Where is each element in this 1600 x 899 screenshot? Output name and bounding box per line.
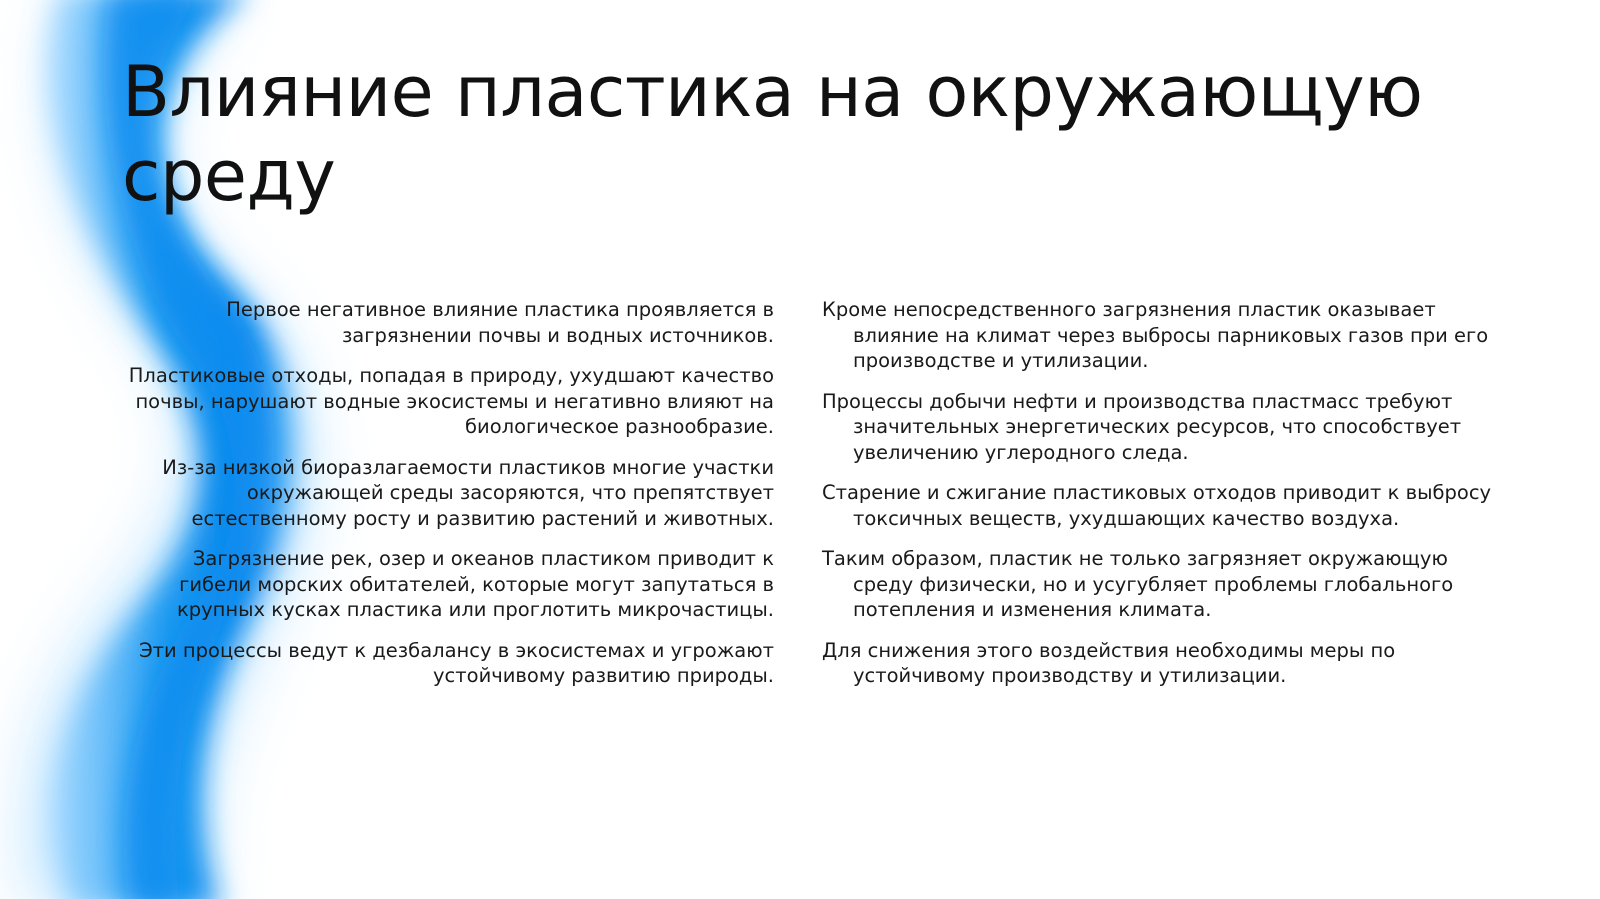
right-paragraph-4: Таким образом, пластик не только загрязняет окружающую среду физически, но и усугубляет проблемы глобального потепления и изменения климата. (822, 547, 1454, 621)
left-paragraph-4: Загрязнение рек, озер и океанов пластиком приводит к гибели морских обитателей, которые могут запутаться в крупных кусках пластика или проглотить микрочастицы. (176, 547, 774, 621)
left-paragraph-2: Пластиковые отходы, попадая в природу, ухудшают качество почвы, нарушают водные экосистемы и негативно влияют на биологическое разнообразие. (128, 364, 774, 438)
right-paragraph-2: Процессы добычи нефти и производства пластмасс требуют значительных энергетических ресурсов, что способствует увеличению углеродного следа. (822, 389, 1462, 464)
left-column (120, 297, 774, 704)
right-paragraph-1: Кроме непосредственного загрязнения пластик оказывает влияние на климат через выбросы парниковых газов при его производстве и утилизации. (822, 298, 1489, 372)
left-paragraph-1: Первое негативное влияние пластика проявляется в загрязнении почвы и водных источников. (226, 298, 774, 347)
right-column (822, 297, 1492, 704)
right-paragraph-5: Для снижения этого воздействия необходимы меры по устойчивому производству и утилизации. (822, 638, 1396, 687)
slide-title: Влияние пластика на окружающую среду (122, 51, 1423, 217)
left-paragraph-5: Эти процессы ведут к дезбалансу в экосистемах и угрожают устойчивому развитию природы. (139, 638, 774, 687)
right-paragraph-3: Старение и сжигание пластиковых отходов приводит к выбросу токсичных веществ, ухудшающих качество воздуха. (822, 481, 1492, 530)
left-paragraph-3: Из-за низкой биоразлагаемости пластиков многие участки окружающей среды засоряются, что препятствует естественному росту и развитию растений и животных. (162, 455, 774, 530)
